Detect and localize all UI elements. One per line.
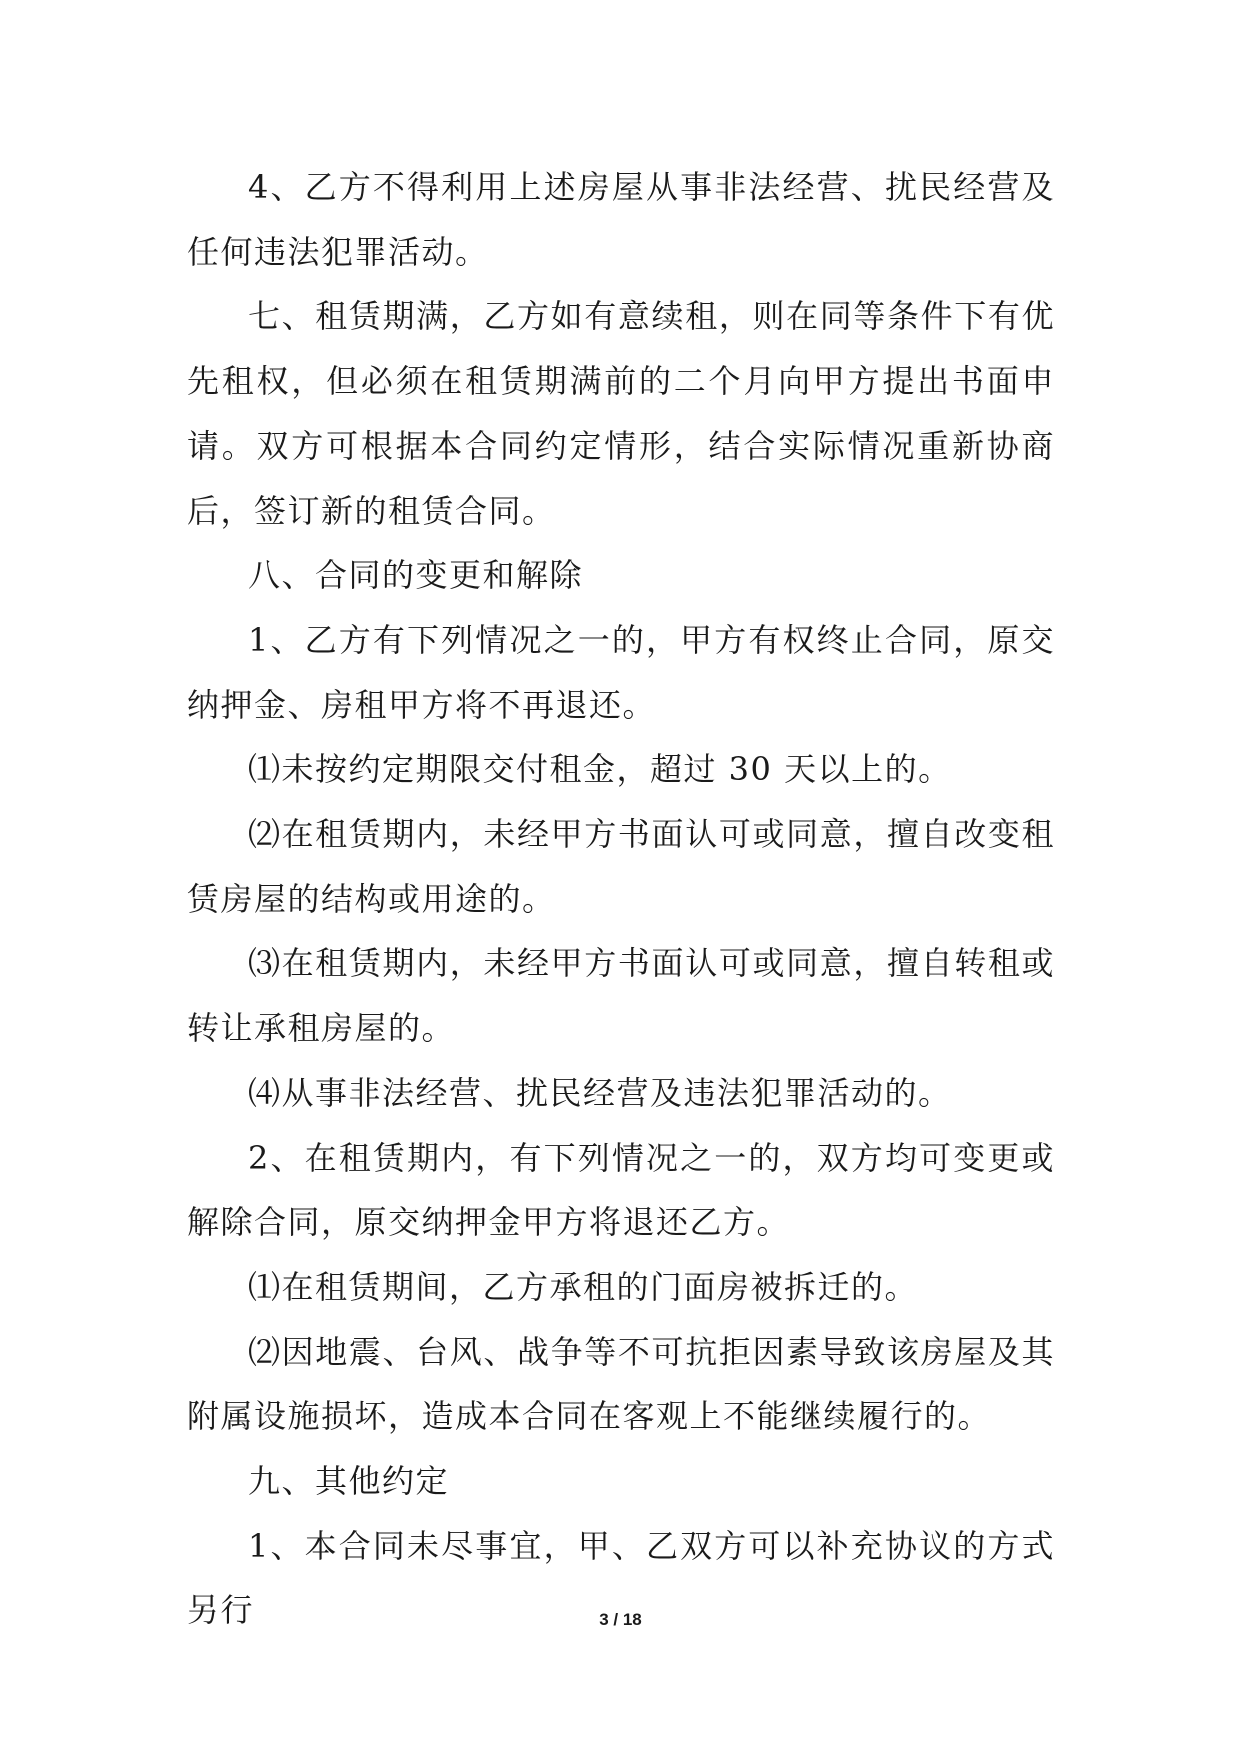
paragraph-subitem-8-1-4: ⑷从事非法经营、扰民经营及违法犯罪活动的。 <box>248 1073 952 1112</box>
paragraph-section-7-renewal: 七、租赁期满，乙方如有意续租，则在同等条件下有优先租权，但必须在租赁期满前的二个月向甲方提出书面申请。双方可根据本合同约定情形，结合实际情况重新协商后，签订新的租赁合同。 <box>187 297 1055 530</box>
document-body <box>187 155 1055 1643</box>
section-heading-9: 九、其他约定 <box>248 1462 450 1501</box>
paragraph-item-8-2: 2、在租赁期内，有下列情况之一的，双方均可变更或解除合同，原交纳押金甲方将退还乙方。 <box>187 1138 1055 1242</box>
paragraph-subitem-8-2-1: ⑴在租赁期间，乙方承租的门面房被拆迁的。 <box>248 1267 919 1306</box>
paragraph-subitem-8-1-1: ⑴未按约定期限交付租金，超过 30 天以上的。 <box>248 750 952 789</box>
paragraph-item-9-1: 1、本合同未尽事宜，甲、乙双方可以补充协议的方式另行 <box>187 1526 1055 1630</box>
paragraph-subitem-8-1-3: ⑶在租赁期内，未经甲方书面认可或同意，擅自转租或转让承租房屋的。 <box>187 944 1055 1048</box>
paragraph-item-4: 4、乙方不得利用上述房屋从事非法经营、扰民经营及任何违法犯罪活动。 <box>187 168 1055 271</box>
paragraph-subitem-8-1-2: ⑵在租赁期内，未经甲方书面认可或同意，擅自改变租赁房屋的结构或用途的。 <box>187 815 1055 918</box>
section-heading-8: 八、合同的变更和解除 <box>248 556 584 595</box>
paragraph-subitem-8-2-2: ⑵因地震、台风、战争等不可抗拒因素导致该房屋及其附属设施损坏，造成本合同在客观上不能继续履行的。 <box>187 1332 1055 1436</box>
paragraph-item-8-1: 1、乙方有下列情况之一的，甲方有权终止合同，原交纳押金、房租甲方将不再退还。 <box>187 620 1055 724</box>
page-number: 3 / 18 <box>599 1610 642 1629</box>
